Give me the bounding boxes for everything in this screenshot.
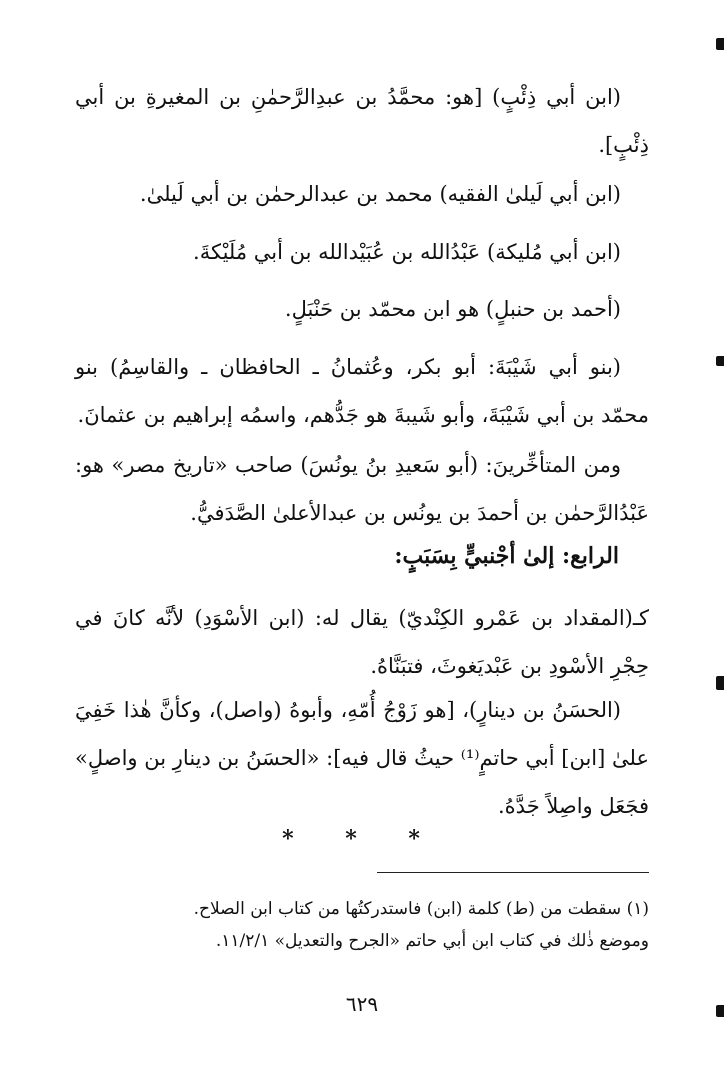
edge-mark <box>716 1005 724 1017</box>
entry-ahmad-ibn-hanbal: (أحمد بن حنبلٍ) هو ابن محمّد بن حَنْبَلٍ. <box>284 297 621 321</box>
footnote-continuation: وموضع ذٰلك في كتاب ابن أبي حاتم «الجرح والتعديل» ١١/٢/١. <box>215 931 649 951</box>
edge-mark <box>716 676 724 690</box>
footnote-1: (١) سقطت من (ط) كلمة (ابن) فاستدركتُها من كتاب ابن الصلاح. <box>193 899 649 919</box>
entry-abu-said-ibn-yunus: ومن المتأخِّرينَ: (أبو سَعيدِ بنُ يونُسَ) صاحب «تاريخ مصر» هو: عَبْدُالرَّحمٰن بن أحمدَ بن يونُس بن عبدالأعلىٰ الصَّدَفيُّ. <box>75 453 649 525</box>
section-heading: الرابع: إلىٰ أجْنبيٍّ بِسَبَبٍ: <box>394 543 619 569</box>
page-number: ٦٢٩ <box>345 992 379 1016</box>
section-separator: * * * <box>282 826 442 852</box>
entry-ibn-abi-layla: (ابن أبي لَيلىٰ الفقيه) محمد بن عبدالرحمٰن بن أبي لَيلىٰ. <box>139 182 621 206</box>
entry-ibn-abi-dhib: (ابن أبي ذِئْبٍ) [هو: محمَّدُ بن عبدِالرَّحمٰنِ بن المغيرةِ بن أبي ذِئْبٍ]. <box>75 85 649 157</box>
entry-banu-abi-shayba: (بنو أبي شَيْبَةَ: أبو بكر، وعُثمانُ ـ الحافظان ـ والقاسِمُ) بنو محمّد بن أبي شَيْبَةَ، وأبو شَيبةَ هو جَدُّهم، واسمُه إبراهيم بن عثمانَ. <box>75 355 649 427</box>
edge-mark <box>716 356 724 366</box>
entry-hasan-ibn-dinar: (الحسَنُ بن دينارٍ)، [هو زَوْجُ أُمّهِ، وأبوهُ (واصل)، وكأنَّ هٰذا خَفِيَ علىٰ [ابن] أبي حاتمٍ⁽¹⁾ حيثُ قال فيه]: «الحسَنُ بن دينارِ بن واصلٍ» فجَعَل واصِلاً جَدَّهُ. <box>75 698 649 818</box>
entry-miqdad: كـ(المقداد بن عَمْرو الكِنْديّ) يقال له: (ابن الأسْوَدِ) لأنَّه كانَ في حِجْرِ الأسْودِ بن عَبْديَغوثَ، فتبَنَّاهُ. <box>75 606 649 678</box>
edge-mark <box>716 38 724 50</box>
footnote-divider <box>377 872 649 873</box>
entry-ibn-abi-mulayka: (ابن أبي مُليكة) عَبْدُالله بن عُبَيْدالله بن أبي مُلَيْكةَ. <box>193 240 621 264</box>
